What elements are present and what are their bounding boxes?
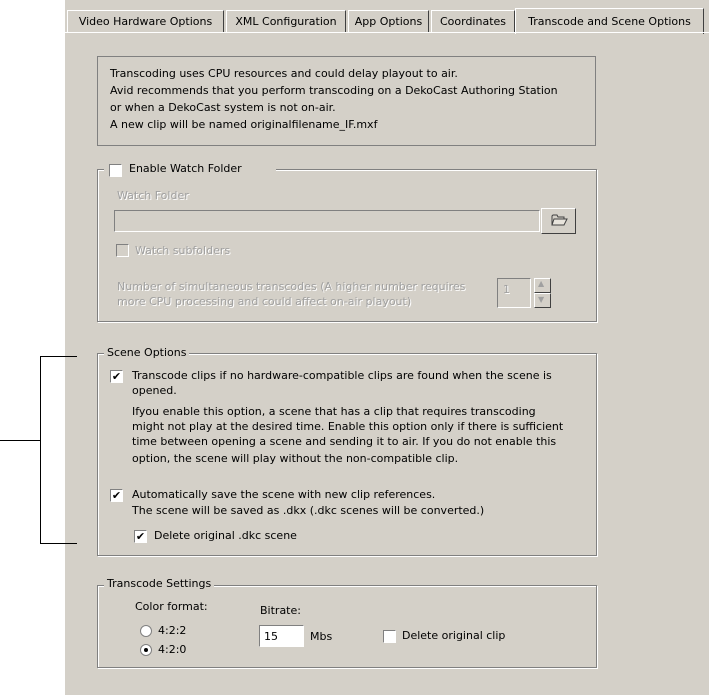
bitrate-value: 15 xyxy=(264,630,278,643)
folder-open-icon xyxy=(551,213,567,225)
spinner-up-button[interactable] xyxy=(534,278,551,293)
tab-transcode-and-scene-options[interactable]: Transcode and Scene Options xyxy=(515,8,704,34)
bitrate-label: Bitrate: xyxy=(260,604,301,617)
tab-video-hardware-options[interactable]: Video Hardware Options xyxy=(67,10,224,32)
callout-bracket xyxy=(40,356,77,544)
radio-422-label[interactable]: 4:2:2 xyxy=(158,624,187,637)
tab-underline xyxy=(65,32,709,33)
delete-original-clip-checkbox[interactable] xyxy=(383,630,396,643)
callout-leader-line xyxy=(0,440,40,441)
transcode-clips-label-2[interactable]: opened. xyxy=(132,384,177,397)
watch-subfolders-checkbox[interactable] xyxy=(116,244,129,257)
delete-original-clip-label[interactable]: Delete original clip xyxy=(402,629,506,642)
transcode-settings-legend: Transcode Settings xyxy=(104,577,214,590)
tab-xml-configuration[interactable]: XML Configuration xyxy=(226,10,346,32)
info-line-1: Transcoding uses CPU resources and could delay playout to air. xyxy=(110,67,458,80)
simultaneous-transcodes-label-line2: more CPU processing and could affect on-air playout) xyxy=(117,295,412,308)
delete-dkc-checkbox[interactable] xyxy=(134,530,147,543)
transcode-info-box xyxy=(97,56,596,146)
transcode-note-1: Ifyou enable this option, a scene that has a clip that requires transcoding xyxy=(132,405,536,418)
tab-coordinates[interactable]: Coordinates xyxy=(431,10,515,32)
spinner-down-icon: ▼ xyxy=(538,295,545,304)
enable-watch-folder-checkbox[interactable] xyxy=(109,164,122,177)
transcode-clips-checkbox[interactable] xyxy=(110,370,123,383)
transcode-note-4: option, the scene will play without the non-compatible clip. xyxy=(132,452,459,465)
check-icon: ✔ xyxy=(111,489,122,502)
bitrate-unit: Mbs xyxy=(310,630,333,643)
info-line-3: or when a DekoCast system is not on-air. xyxy=(110,101,336,114)
radio-420-label[interactable]: 4:2:0 xyxy=(158,643,187,656)
delete-dkc-label[interactable]: Delete original .dkc scene xyxy=(154,529,297,542)
autosave-label[interactable]: Automatically save the scene with new clip references. xyxy=(132,488,436,501)
browse-folder-button[interactable] xyxy=(541,208,576,234)
watch-folder-label: Watch Folder xyxy=(117,189,189,202)
info-line-4: A new clip will be named originalfilename_IF.mxf xyxy=(110,118,378,131)
transcode-note-3: time between opening a scene and sending it to air. If you do not enable this xyxy=(132,435,557,448)
check-icon: ✔ xyxy=(135,530,146,543)
bitrate-input[interactable] xyxy=(259,625,304,647)
simultaneous-transcodes-value: 1 xyxy=(503,283,510,296)
panel-edge xyxy=(64,0,65,695)
radio-selected-dot xyxy=(144,648,148,652)
transcode-note-2: might not play at the desired time. Enable this option only if there is sufficient xyxy=(132,420,564,433)
autosave-note: The scene will be saved as .dkx (.dkc scenes will be converted.) xyxy=(132,504,485,517)
watch-subfolders-label[interactable]: Watch subfolders xyxy=(135,244,231,257)
check-icon: ✔ xyxy=(111,370,122,383)
tab-app-options[interactable]: App Options xyxy=(348,10,429,32)
simultaneous-transcodes-input[interactable] xyxy=(497,278,531,308)
watch-folder-path-input[interactable] xyxy=(114,210,540,232)
spinner-down-button[interactable] xyxy=(534,293,551,308)
scene-options-legend: Scene Options xyxy=(104,346,189,359)
enable-watch-folder-label[interactable]: Enable Watch Folder xyxy=(129,162,242,175)
radio-422[interactable] xyxy=(140,625,152,637)
autosave-checkbox[interactable] xyxy=(110,489,123,502)
radio-420[interactable] xyxy=(140,644,152,656)
color-format-label: Color format: xyxy=(135,600,208,613)
spinner-up-icon: ▲ xyxy=(538,279,545,288)
simultaneous-transcodes-label-line1: Number of simultaneous transcodes (A higher number requires xyxy=(117,280,466,293)
transcode-clips-label-1[interactable]: Transcode clips if no hardware-compatible clips are found when the scene is xyxy=(132,369,552,382)
info-line-2: Avid recommends that you perform transcoding on a DekoCast Authoring Station xyxy=(110,84,558,97)
